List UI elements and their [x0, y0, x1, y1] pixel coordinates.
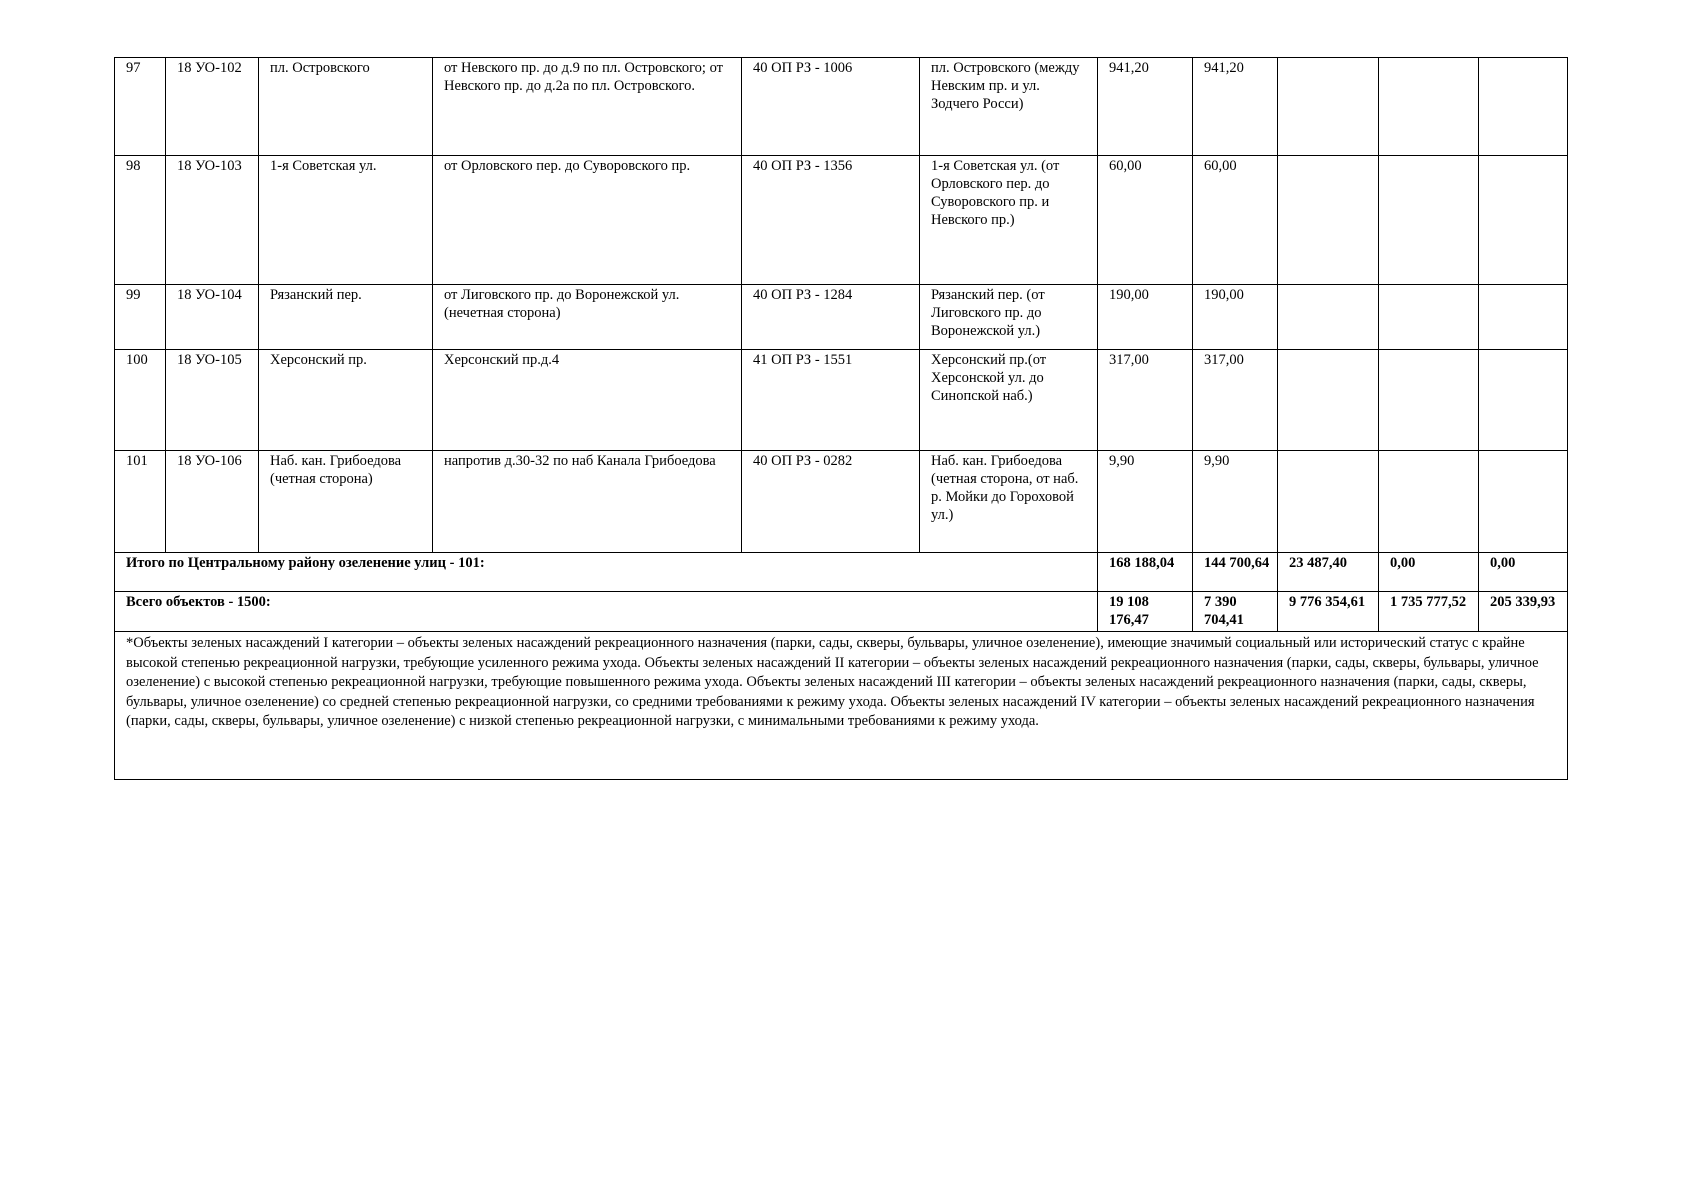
area-total: 317,00: [1098, 350, 1193, 451]
area-category-4: [1379, 285, 1479, 350]
grand-total-area-category-5: 205 339,93: [1479, 592, 1568, 632]
object-location: напротив д.30-32 по наб Канала Грибоедова: [433, 451, 742, 553]
area-category-4: [1379, 350, 1479, 451]
document-page: [114, 57, 1567, 780]
area-total: 941,20: [1098, 58, 1193, 156]
road-code: 40 ОП РЗ - 1356: [742, 156, 920, 285]
subtotal-row: [115, 553, 1568, 592]
road-name: Херсонский пр.(от Херсонской ул. до Синопской наб.): [920, 350, 1098, 451]
object-code: 18 УО-103: [166, 156, 259, 285]
area-category-3: [1278, 285, 1379, 350]
road-name: 1-я Советская ул. (от Орловского пер. до Суворовского пр. и Невского пр.): [920, 156, 1098, 285]
object-name: пл. Островского: [259, 58, 433, 156]
object-name: Рязанский пер.: [259, 285, 433, 350]
area-category-2: 190,00: [1193, 285, 1278, 350]
area-category-5: [1479, 285, 1568, 350]
area-category-2: 9,90: [1193, 451, 1278, 553]
table-row: [115, 156, 1568, 285]
area-category-3: [1278, 156, 1379, 285]
object-location: от Невского пр. до д.9 по пл. Островского; от Невского пр. до д.2а по пл. Островского.: [433, 58, 742, 156]
area-category-3: [1278, 451, 1379, 553]
row-number: 98: [115, 156, 166, 285]
object-code: 18 УО-104: [166, 285, 259, 350]
object-location: Херсонский пр.д.4: [433, 350, 742, 451]
area-category-5: [1479, 350, 1568, 451]
area-category-2: 317,00: [1193, 350, 1278, 451]
row-number: 100: [115, 350, 166, 451]
grand-total-area-total: 19 108 176,47: [1098, 592, 1193, 632]
footnote-row: [115, 632, 1568, 780]
row-number: 97: [115, 58, 166, 156]
object-code: 18 УО-102: [166, 58, 259, 156]
grand-total-label: Всего объектов - 1500:: [115, 592, 1098, 632]
area-total: 9,90: [1098, 451, 1193, 553]
road-code: 41 ОП РЗ - 1551: [742, 350, 920, 451]
table-row: [115, 58, 1568, 156]
grand-total-area-category-4: 1 735 777,52: [1379, 592, 1479, 632]
area-category-5: [1479, 156, 1568, 285]
area-category-4: [1379, 451, 1479, 553]
area-category-5: [1479, 451, 1568, 553]
area-category-5: [1479, 58, 1568, 156]
object-location: от Лиговского пр. до Воронежской ул. (нечетная сторона): [433, 285, 742, 350]
subtotal-label: Итого по Центральному району озеленение улиц - 101:: [115, 553, 1098, 592]
category-footnote: *Объекты зеленых насаждений I категории – объекты зеленых насаждений рекреационного назначения (парки, сады, скверы, бульвары, уличное озеленение), имеющие значимый социальный или исторический статус с крайне высокой степенью рекреационной нагрузки, требующие усиленного режима ухода. Объекты зеленых насаждений II категории – объекты зеленых насаждений рекреационного назначения (парки, сады, скверы, бульвары, уличное озеленение) с высокой степенью рекреационной нагрузки, требующие повышенного режима ухода. Объекты зеленых насаждений III категории – объекты зеленых насаждений рекреационного назначения (парки, сады, скверы, бульвары, уличное озеленение) со средней степенью рекреационной нагрузки, со средними требованиями к режиму ухода. Объекты зеленых насаждений IV категории – объекты зеленых насаждений рекреационного назначения (парки, сады, скверы, бульвары, уличное озеленение) с низкой степенью рекреационной нагрузки, с минимальными требованиями к режиму ухода.: [115, 632, 1568, 780]
road-name: Наб. кан. Грибоедова (четная сторона, от наб. р. Мойки до Гороховой ул.): [920, 451, 1098, 553]
table-row: [115, 285, 1568, 350]
green-areas-table: [114, 57, 1568, 780]
area-category-3: [1278, 58, 1379, 156]
area-category-3: [1278, 350, 1379, 451]
road-code: 40 ОП РЗ - 0282: [742, 451, 920, 553]
grand-total-row: [115, 592, 1568, 632]
area-category-4: [1379, 58, 1479, 156]
subtotal-area-category-4: 0,00: [1379, 553, 1479, 592]
subtotal-area-total: 168 188,04: [1098, 553, 1193, 592]
area-total: 60,00: [1098, 156, 1193, 285]
road-code: 40 ОП РЗ - 1006: [742, 58, 920, 156]
road-name: пл. Островского (между Невским пр. и ул. Зодчего Росси): [920, 58, 1098, 156]
area-category-2: 60,00: [1193, 156, 1278, 285]
object-code: 18 УО-106: [166, 451, 259, 553]
row-number: 99: [115, 285, 166, 350]
grand-total-area-category-2: 7 390 704,41: [1193, 592, 1278, 632]
object-name: Наб. кан. Грибоедова (четная сторона): [259, 451, 433, 553]
subtotal-area-category-5: 0,00: [1479, 553, 1568, 592]
subtotal-area-category-2: 144 700,64: [1193, 553, 1278, 592]
object-code: 18 УО-105: [166, 350, 259, 451]
object-name: Херсонский пр.: [259, 350, 433, 451]
object-location: от Орловского пер. до Суворовского пр.: [433, 156, 742, 285]
area-category-2: 941,20: [1193, 58, 1278, 156]
grand-total-area-category-3: 9 776 354,61: [1278, 592, 1379, 632]
road-name: Рязанский пер. (от Лиговского пр. до Воронежской ул.): [920, 285, 1098, 350]
area-total: 190,00: [1098, 285, 1193, 350]
subtotal-area-category-3: 23 487,40: [1278, 553, 1379, 592]
object-name: 1-я Советская ул.: [259, 156, 433, 285]
row-number: 101: [115, 451, 166, 553]
table-row: [115, 350, 1568, 451]
road-code: 40 ОП РЗ - 1284: [742, 285, 920, 350]
table-row: [115, 451, 1568, 553]
area-category-4: [1379, 156, 1479, 285]
